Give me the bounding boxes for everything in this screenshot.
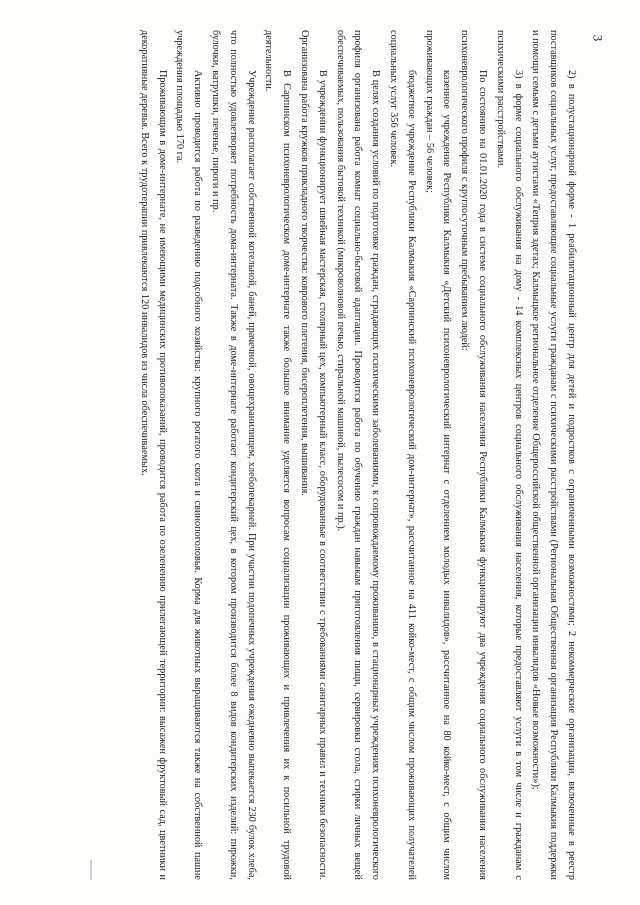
paragraph: казенное учреждение Республики Калмыкия «Детский психоневрологический интернат с отделением молодых инвалидов», рассчитанное на 80 койко-мест, с общим числом проживающих граждан – 56 человек; [423, 30, 453, 880]
rotated-text-area [60, 30, 580, 880]
scan-artifact [90, 860, 92, 880]
paragraph: По состоянию на 01.01.2020 года в системе социального обслуживания населения Республики Калмыкия функционируют два учреждения социального обслуживания населения психоневрологического профиля с круглосуточным пребыванием людей: [459, 30, 489, 880]
paragraph: Учреждение располагает собственной котельной, баней, прачечной, овощехранилищем, хлебопекарней. При участии подопечных учреждения ежедневно выпекается 230 булок хлеба, что полностью удовлетворяет потребность дома-интерната. Также в доме-интернате работает кондитерский цех, в котором производится более 8 видов кондитерских изделий: пирожки, булочки, ватрушки, печенье, пироги и пр. [210, 30, 257, 880]
paragraph: В учреждении функционирует швейная мастерская, столярный цех, компьютерный класс, оборудованные в соответствии с требованиями санитарных правил и техники безопасности. Организована работа кружков прикладного творчества: коврового плетения, бисероплетения, вышивания. [299, 30, 328, 880]
paragraph: В целях создания условий по подготовке граждан, страдающих психическими заболеваниями, к сопровождаемому проживанию, в стационарных учреждениях психоневрологического профиля организована работа комнат социально-бытовой адаптации. Проводится работа по обучению граждан навыкам приготовления пищи, сервировки стола, стирки личных вещей обеспечиваемых, пользования бытовой техникой (микроволновой печью, стиральной машиной, пылесосом и пр.). [334, 30, 382, 880]
paragraph: Активно проводится работа по разведению подсобного хозяйства: крупного рогатого скота и свинопоголовья. Корма для животных выращиваются также на собственной пашне учреждения площадью 170 га. [174, 30, 204, 880]
paragraph: бюджетное учреждение Республики Калмыкия «Сарпинский психоневрологический дом-интернат», рассчитанное на 411 койко-мест, с общим числом проживающих получателей социальных услуг 356 человек. [388, 30, 417, 880]
document-body [135, 30, 580, 880]
paragraph: 3) в форме социального обслуживания на дому - 14 комплексных центров социального обслуживания населения, которые предоставляют услуги в том числе и гражданам с психическими расстройствами. [494, 30, 524, 880]
paragraph: 2) в полустационарной форме - 1 реабилитационный центр для детей и подростков с ограниченными возможностями; 2 некоммерческие организации, включенные в реестр поставщиков социальных услуг, предоставляющие социальные услуги гражданам с психическими расстройствами (Региональная Общественная организация Республики Калмыкия поддержки и помощи семьям с детьми аутистами «Теприя здетах; Калмыцкое региональное отделение Общероссийской общественной организации инвалидов «Новые возможности»); [530, 30, 577, 880]
paragraph: Проживающим в доме-интернате, не имеющими медицинских противопоказаний, проводится работа по озеленению прилегающей территории: высажен фруктовый сад, цветники и декоративные деревья. Всего к трудотерапии привлекаются 120 инвалидов из числа обеспечиваемых. [138, 30, 168, 880]
page-number: 3 [589, 34, 605, 42]
paragraph: В Сарпинском психоневрологическом доме-интернате также большое внимание уделяется вопросам социализации проживающих и привлечения их к посильной трудовой деятельности. [263, 30, 293, 880]
